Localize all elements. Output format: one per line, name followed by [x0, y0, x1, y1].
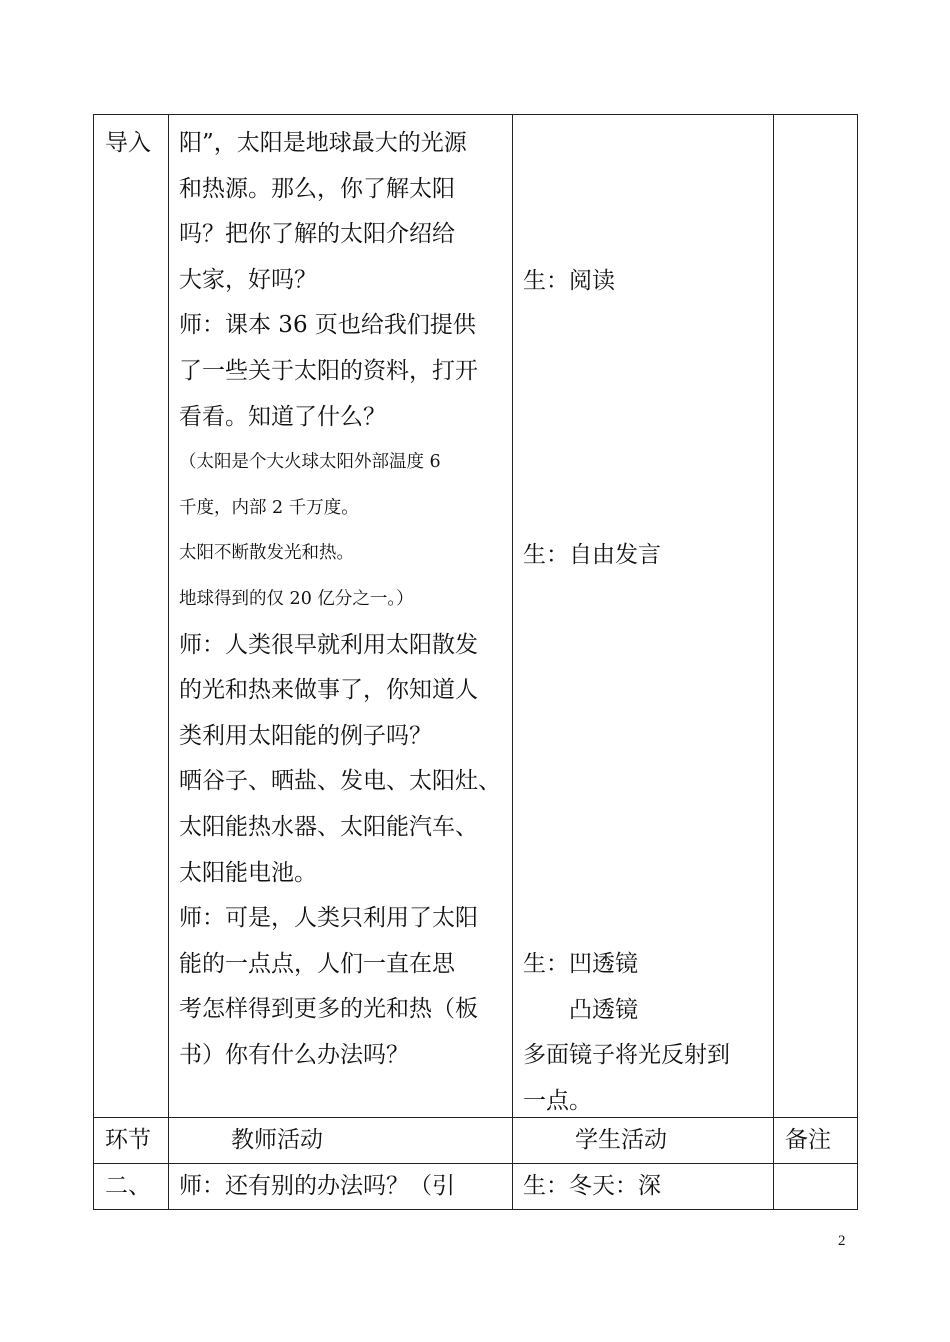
student-line: 生：凹透镜: [523, 951, 638, 977]
teacher-line: 太阳能电池。: [179, 859, 317, 886]
teacher-line: 阳”，太阳是地球最大的光源: [179, 130, 467, 156]
teacher-line: 类利用太阳能的例子吗？: [179, 722, 432, 749]
teacher-line: 地球得到的仅 20 亿分之一。）: [179, 588, 414, 609]
notes-cell: [774, 1164, 858, 1210]
header-notes-label: 备注: [785, 1127, 831, 1153]
student-activity-text: [513, 115, 773, 1117]
teacher-line: 太阳能热水器、太阳能汽车、: [179, 813, 478, 840]
teacher-line: 大家，好吗？: [179, 266, 317, 293]
student-line: 凸透镜: [523, 997, 638, 1023]
student-activity-cell: [513, 115, 774, 1118]
teacher-line: 师：课本 36 页也给我们提供: [179, 312, 476, 339]
notes-cell: [774, 115, 858, 1118]
teacher-line: 的光和热来做事了，你知道人: [179, 677, 478, 704]
teacher-line: 师：可是，人类只利用了太阳: [179, 905, 478, 932]
page-number: 2: [838, 1233, 846, 1249]
teacher-line: 师：人类很早就利用太阳散发: [179, 631, 478, 658]
student-activity-text: 生：冬天：深: [523, 1173, 661, 1199]
student-line: 生：阅读: [523, 268, 615, 294]
lesson-plan-table: [93, 114, 858, 1210]
teacher-activity-cell: [169, 115, 513, 1118]
header-student-label: 学生活动: [575, 1127, 667, 1153]
teacher-line: 吗？把你了解的太阳介绍给: [179, 221, 455, 248]
header-teacher-label: 教师活动: [231, 1127, 323, 1153]
teacher-activity-text: [169, 115, 512, 1078]
teacher-line: 晒谷子、晒盐、发电、太阳灶、: [179, 768, 501, 795]
teacher-line: 千度，内部 2 千万度。: [179, 497, 359, 518]
teacher-activity-text: 师：还有别的办法吗？（引: [179, 1173, 455, 1199]
teacher-activity-cell: [169, 1164, 513, 1210]
student-line: 多面镜子将光反射到: [523, 1042, 730, 1068]
section-cell: [94, 1164, 169, 1210]
student-line: 生：自由发言: [523, 542, 661, 568]
header-teacher-cell: [169, 1118, 513, 1164]
teacher-line: 了一些关于太阳的资料，打开: [179, 357, 478, 384]
table-header-row: [94, 1118, 858, 1164]
teacher-line: 考怎样得到更多的光和热（板: [179, 996, 478, 1023]
teacher-line: （太阳是个大火球太阳外部温度 6: [179, 452, 441, 473]
student-line: 一点。: [523, 1088, 592, 1114]
header-notes-cell: [774, 1118, 858, 1164]
section-cell: [94, 115, 169, 1118]
header-section-cell: [94, 1118, 169, 1164]
section-label: 二、: [105, 1173, 151, 1199]
teacher-line: 看看。知道了什么？: [179, 403, 386, 430]
header-section-label: 环节: [105, 1127, 151, 1153]
section-label: 导入: [105, 130, 151, 156]
teacher-line: 能的一点点，人们一直在思: [179, 950, 455, 977]
teacher-line: 书）你有什么办法吗？: [179, 1041, 409, 1068]
student-activity-cell: [513, 1164, 774, 1210]
table-row: [94, 1164, 858, 1210]
teacher-line: 太阳不断散发光和热。: [179, 543, 354, 564]
teacher-line: 和热源。那么，你了解太阳: [179, 175, 455, 202]
table-row: [94, 115, 858, 1118]
